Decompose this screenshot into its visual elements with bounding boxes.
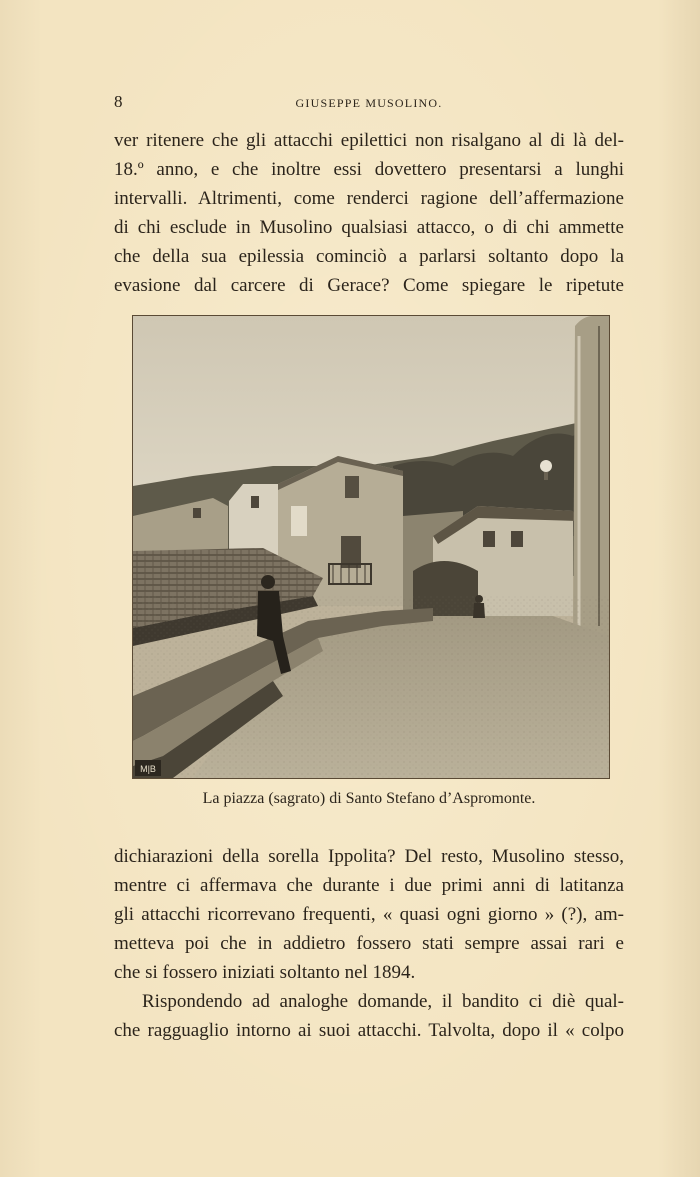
paragraph-top [114,126,624,300]
text-line: Rispondendo ad analoghe domande, il bandito ci diè qual- [142,991,624,1012]
text-line: intervalli. Altrimenti, come renderci ragione dell’affermazione [114,188,624,209]
village-square-photo [133,316,609,778]
paragraph-bottom [114,842,624,1045]
text-line: metteva poi che in addietro fossero stati sempre assai rari e [114,933,624,954]
text-line: evasione dal carcere di Gerace? Come spiegare le ripetute [114,275,624,296]
text-line: 18.º anno, e che inoltre essi dovettero presentarsi a lunghi [114,159,624,180]
text-line: di chi esclude in Musolino qualsiasi attacco, o di chi ammette [114,217,624,238]
text-line: mentre ci affermava che durante i due primi anni di latitanza [114,875,624,896]
text-line: che ragguaglio intorno ai suoi attacchi. Talvolta, dopo il « colpo [114,1020,624,1041]
text-line: ver ritenere che gli attacchi epilettici non risalgano al di là del- [114,130,624,151]
figure-caption: La piazza (sagrato) di Santo Stefano d’Aspromonte. [202,790,536,807]
running-head [114,92,624,112]
text-line: gli attacchi ricorrevano frequenti, « quasi ogni giorno » (?), am- [114,904,624,925]
text-line: che della sua epilessia cominciò a parlarsi soltanto dopo la [114,246,624,267]
text-line: che si fossero iniziati soltanto nel 1894. [114,962,416,983]
text-line: dichiarazioni della sorella Ippolita? Del resto, Musolino stesso, [114,846,624,867]
page-number: 8 [114,92,123,111]
photograph-plate [132,315,610,779]
running-title: GIUSEPPE MUSOLINO. [295,96,443,110]
column [573,316,609,636]
photographer-mark-text: M|B [140,764,156,774]
white-house [229,484,283,556]
photographer-mark [135,760,161,776]
